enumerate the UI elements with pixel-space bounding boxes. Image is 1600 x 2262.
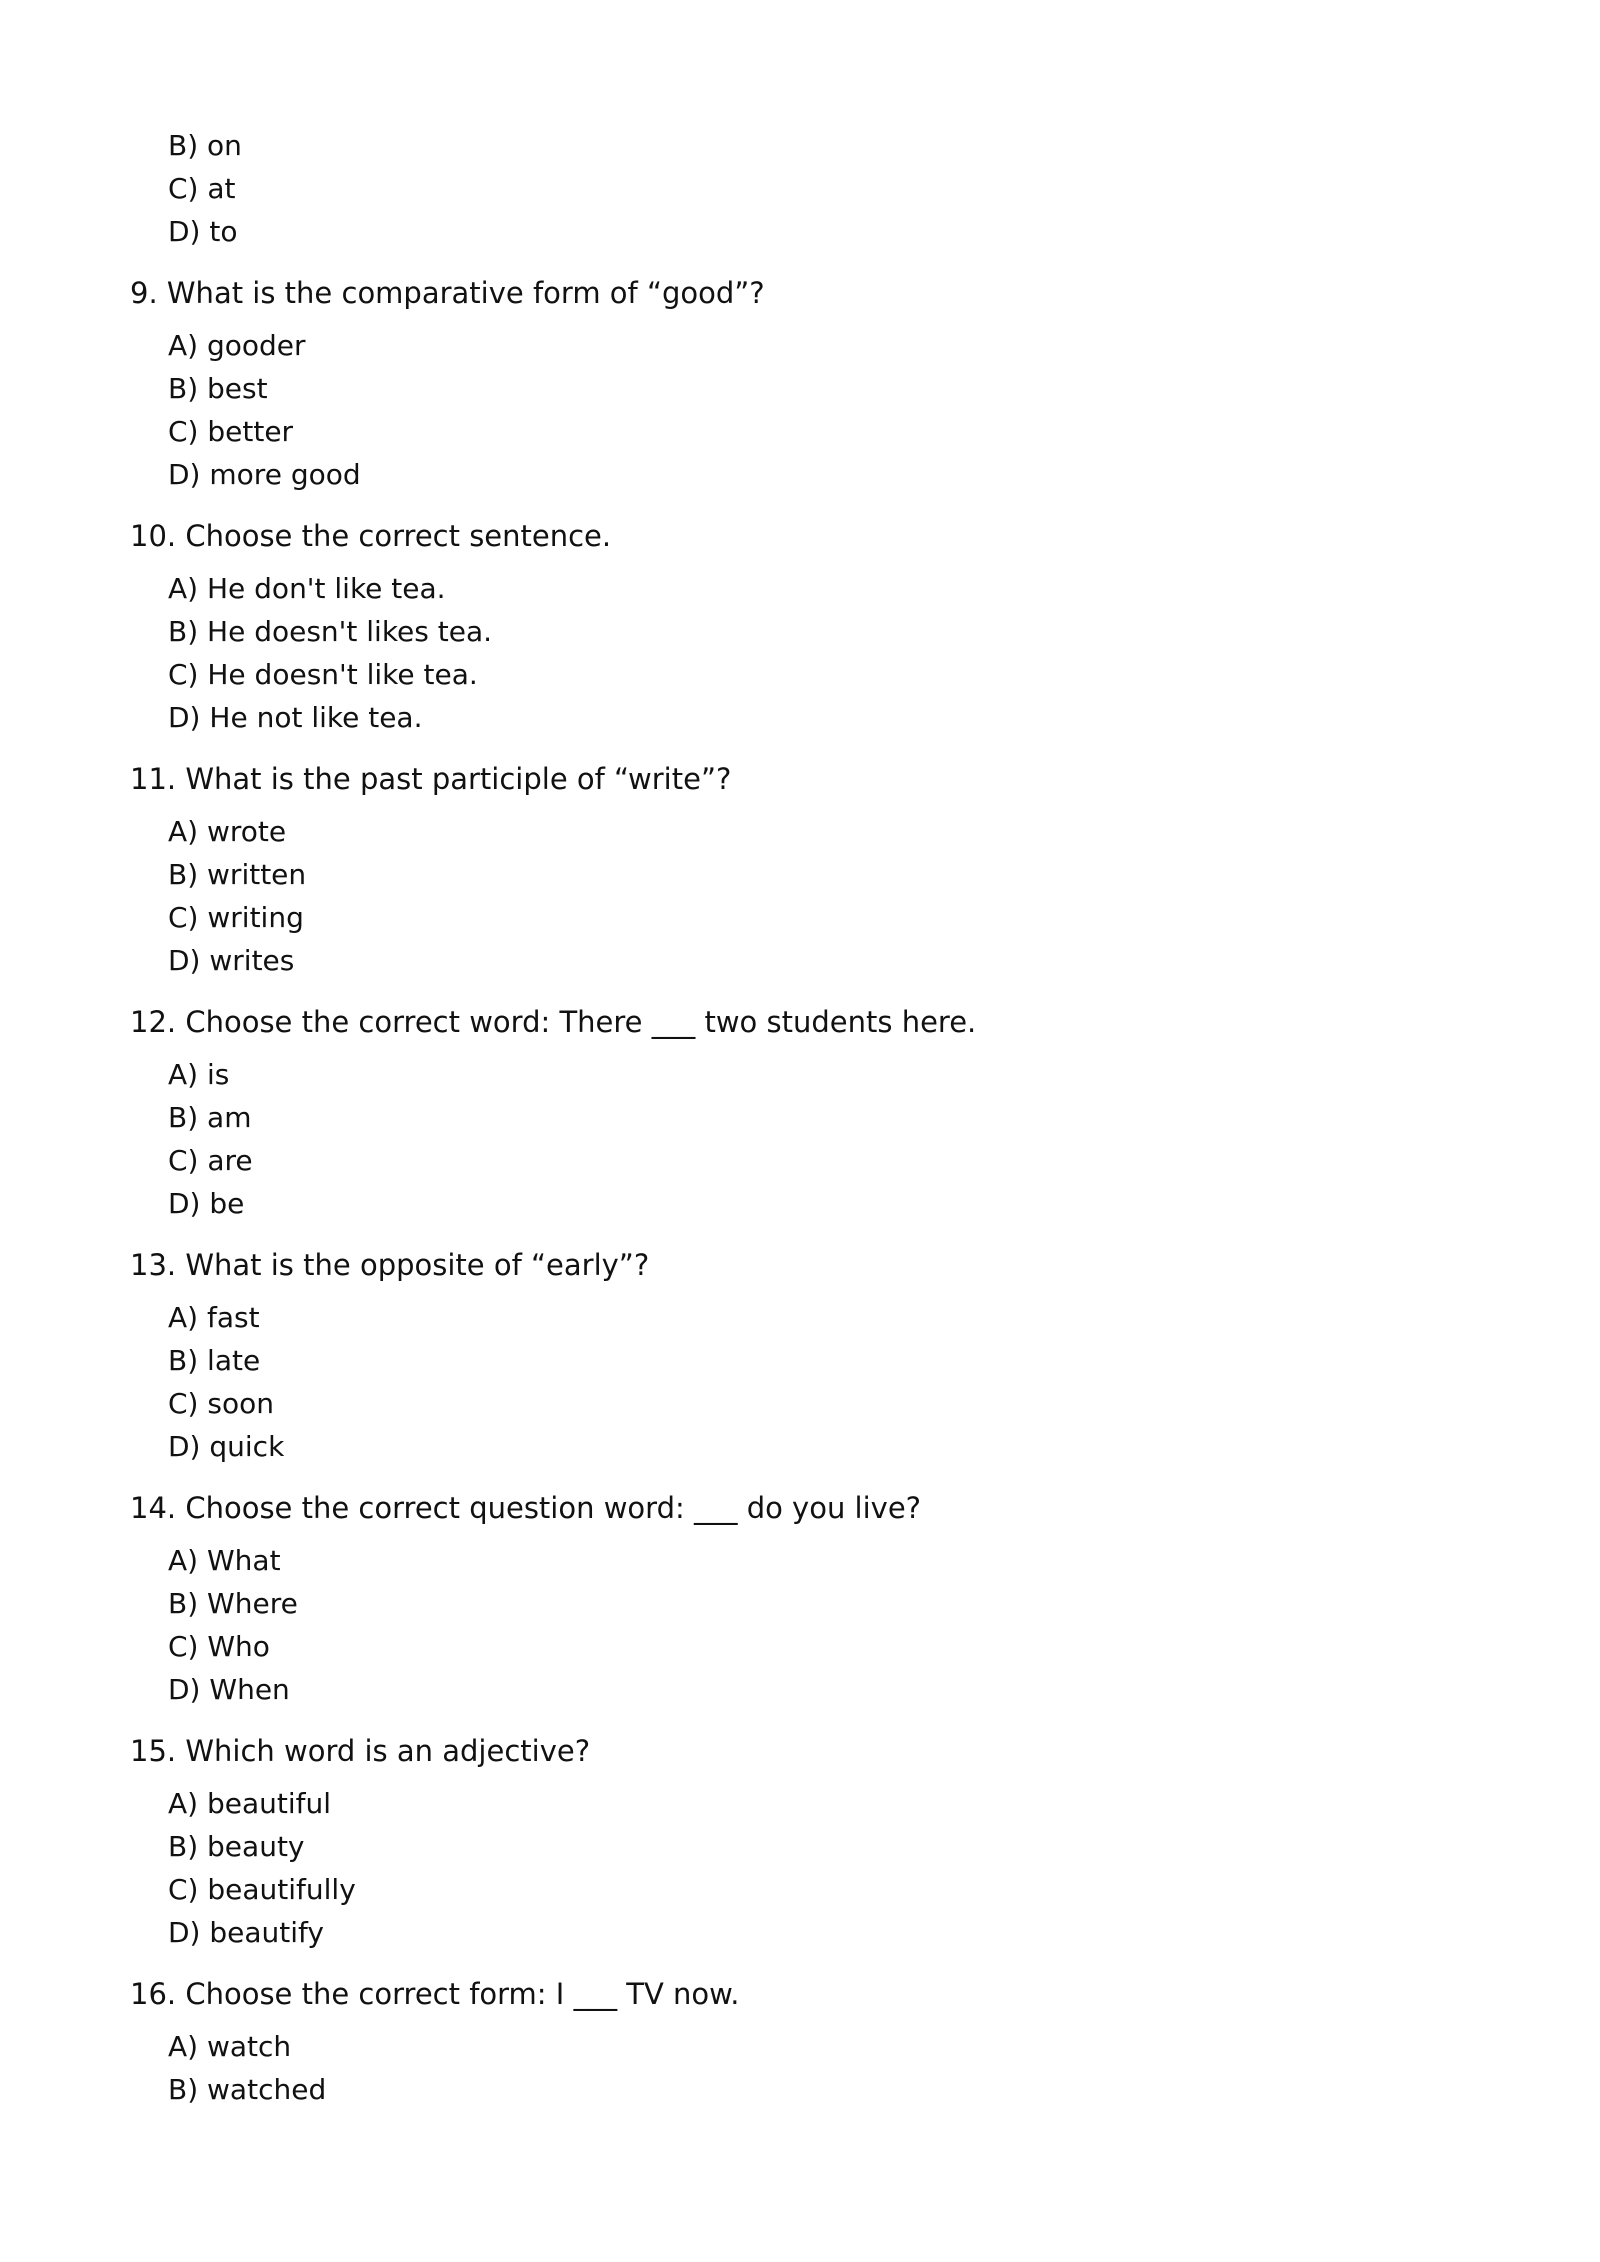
question-11: 11. What is the past participle of “write”? bbox=[130, 762, 732, 796]
question-16: 16. Choose the correct form: I ___ TV now. bbox=[130, 1977, 740, 2011]
option-q14-c: C) Who bbox=[168, 1630, 270, 1663]
option-q13-c: C) soon bbox=[168, 1387, 274, 1420]
option-q9-a: A) gooder bbox=[168, 329, 306, 362]
option-q15-b: B) beauty bbox=[168, 1830, 305, 1863]
option-q9-c: C) better bbox=[168, 415, 294, 448]
option-q11-b: B) written bbox=[168, 858, 307, 891]
option-q8-b: B) on bbox=[168, 129, 242, 162]
question-10: 10. Choose the correct sentence. bbox=[130, 519, 612, 553]
option-q11-a: A) wrote bbox=[168, 815, 287, 848]
option-q12-b: B) am bbox=[168, 1101, 252, 1134]
option-q14-a: A) What bbox=[168, 1544, 281, 1577]
question-15: 15. Which word is an adjective? bbox=[130, 1734, 591, 1768]
option-q15-d: D) beautify bbox=[168, 1916, 324, 1949]
option-q11-d: D) writes bbox=[168, 944, 295, 977]
option-q10-d: D) He not like tea. bbox=[168, 701, 423, 734]
question-9: 9. What is the comparative form of “good”? bbox=[130, 276, 765, 310]
option-q16-a: A) watch bbox=[168, 2030, 292, 2063]
option-q9-d: D) more good bbox=[168, 458, 361, 491]
question-14: 14. Choose the correct question word: ___ do you live? bbox=[130, 1491, 922, 1525]
option-q13-b: B) late bbox=[168, 1344, 261, 1377]
option-q13-a: A) fast bbox=[168, 1301, 260, 1334]
question-13: 13. What is the opposite of “early”? bbox=[130, 1248, 650, 1282]
option-q11-c: C) writing bbox=[168, 901, 304, 934]
option-q12-c: C) are bbox=[168, 1144, 253, 1177]
option-q13-d: D) quick bbox=[168, 1430, 285, 1463]
option-q12-d: D) be bbox=[168, 1187, 245, 1220]
option-q15-c: C) beautifully bbox=[168, 1873, 356, 1906]
option-q15-a: A) beautiful bbox=[168, 1787, 332, 1820]
option-q8-d: D) to bbox=[168, 215, 238, 248]
option-q10-b: B) He doesn't likes tea. bbox=[168, 615, 493, 648]
option-q10-a: A) He don't like tea. bbox=[168, 572, 446, 605]
question-12: 12. Choose the correct word: There ___ two students here. bbox=[130, 1005, 977, 1039]
option-q10-c: C) He doesn't like tea. bbox=[168, 658, 478, 691]
option-q9-b: B) best bbox=[168, 372, 268, 405]
option-q8-c: C) at bbox=[168, 172, 236, 205]
option-q14-b: B) Where bbox=[168, 1587, 298, 1620]
option-q12-a: A) is bbox=[168, 1058, 230, 1091]
option-q16-b: B) watched bbox=[168, 2073, 327, 2106]
option-q14-d: D) When bbox=[168, 1673, 290, 1706]
